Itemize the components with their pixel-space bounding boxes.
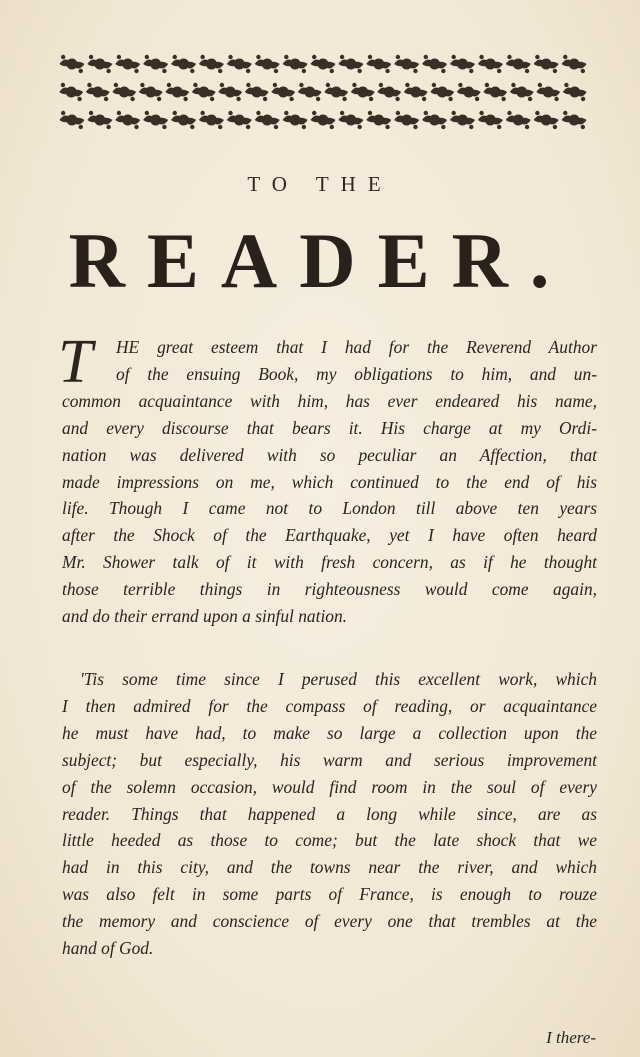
catchword: I there- [546, 1028, 596, 1047]
text-line: had in this city, and the towns near the river, and which [62, 857, 597, 878]
paragraph-2 [62, 666, 597, 962]
text-line: was also felt in some parts of France, is enough to rouze [62, 884, 597, 905]
text-line: and do their errand upon a sinful nation. [62, 606, 348, 627]
text-line: he must have had, to make so large a collection upon the [62, 722, 597, 743]
text-line: hand of God. [62, 938, 154, 959]
text-line: made impressions on me, which continued to the end of his [62, 471, 597, 492]
page-heading-large: READER. [68, 217, 572, 304]
text-line: the memory and conscience of every one that trembles at the [62, 911, 597, 932]
text-line: after the Shock of the Earthquake, yet I have often heard [62, 525, 597, 546]
decorative-headpiece [58, 52, 588, 134]
text-line: I then admired for the compass of reading, or acquaintance [62, 695, 597, 716]
text-line: life. Though I came not to London till above ten years [62, 498, 597, 519]
text-line: reader. Things that happened a long while since, are as [62, 803, 597, 824]
text-line: of the solemn occasion, would find room in the soul of every [62, 776, 597, 797]
text-line: nation was delivered with so peculiar an Affection, that [62, 444, 597, 465]
text-line: HE great esteem that I had for the Reverend Author [116, 337, 597, 357]
text-line: Mr. Shower talk of it with fresh concern, as if he thought [62, 552, 597, 573]
text-line: of the ensuing Book, my obligations to him, and un- [116, 363, 597, 384]
page-heading-small: TO THE [247, 172, 393, 196]
text-line: common acquaintance with him, has ever endeared his name, [62, 390, 597, 411]
text-line: 'Tis some time since I perused this excellent work, which [80, 669, 597, 689]
paragraph-1 [62, 334, 597, 630]
text-line: subject; but especially, his warm and serious improvement [62, 749, 597, 770]
text-line: and every discourse that bears it. His charge at my Ordi- [62, 417, 597, 438]
text-line: those terrible things in righteousness would come again, [62, 579, 597, 600]
drop-cap: T [58, 328, 93, 396]
text-line: little heeded as those to come; but the late shock that we [62, 830, 597, 851]
